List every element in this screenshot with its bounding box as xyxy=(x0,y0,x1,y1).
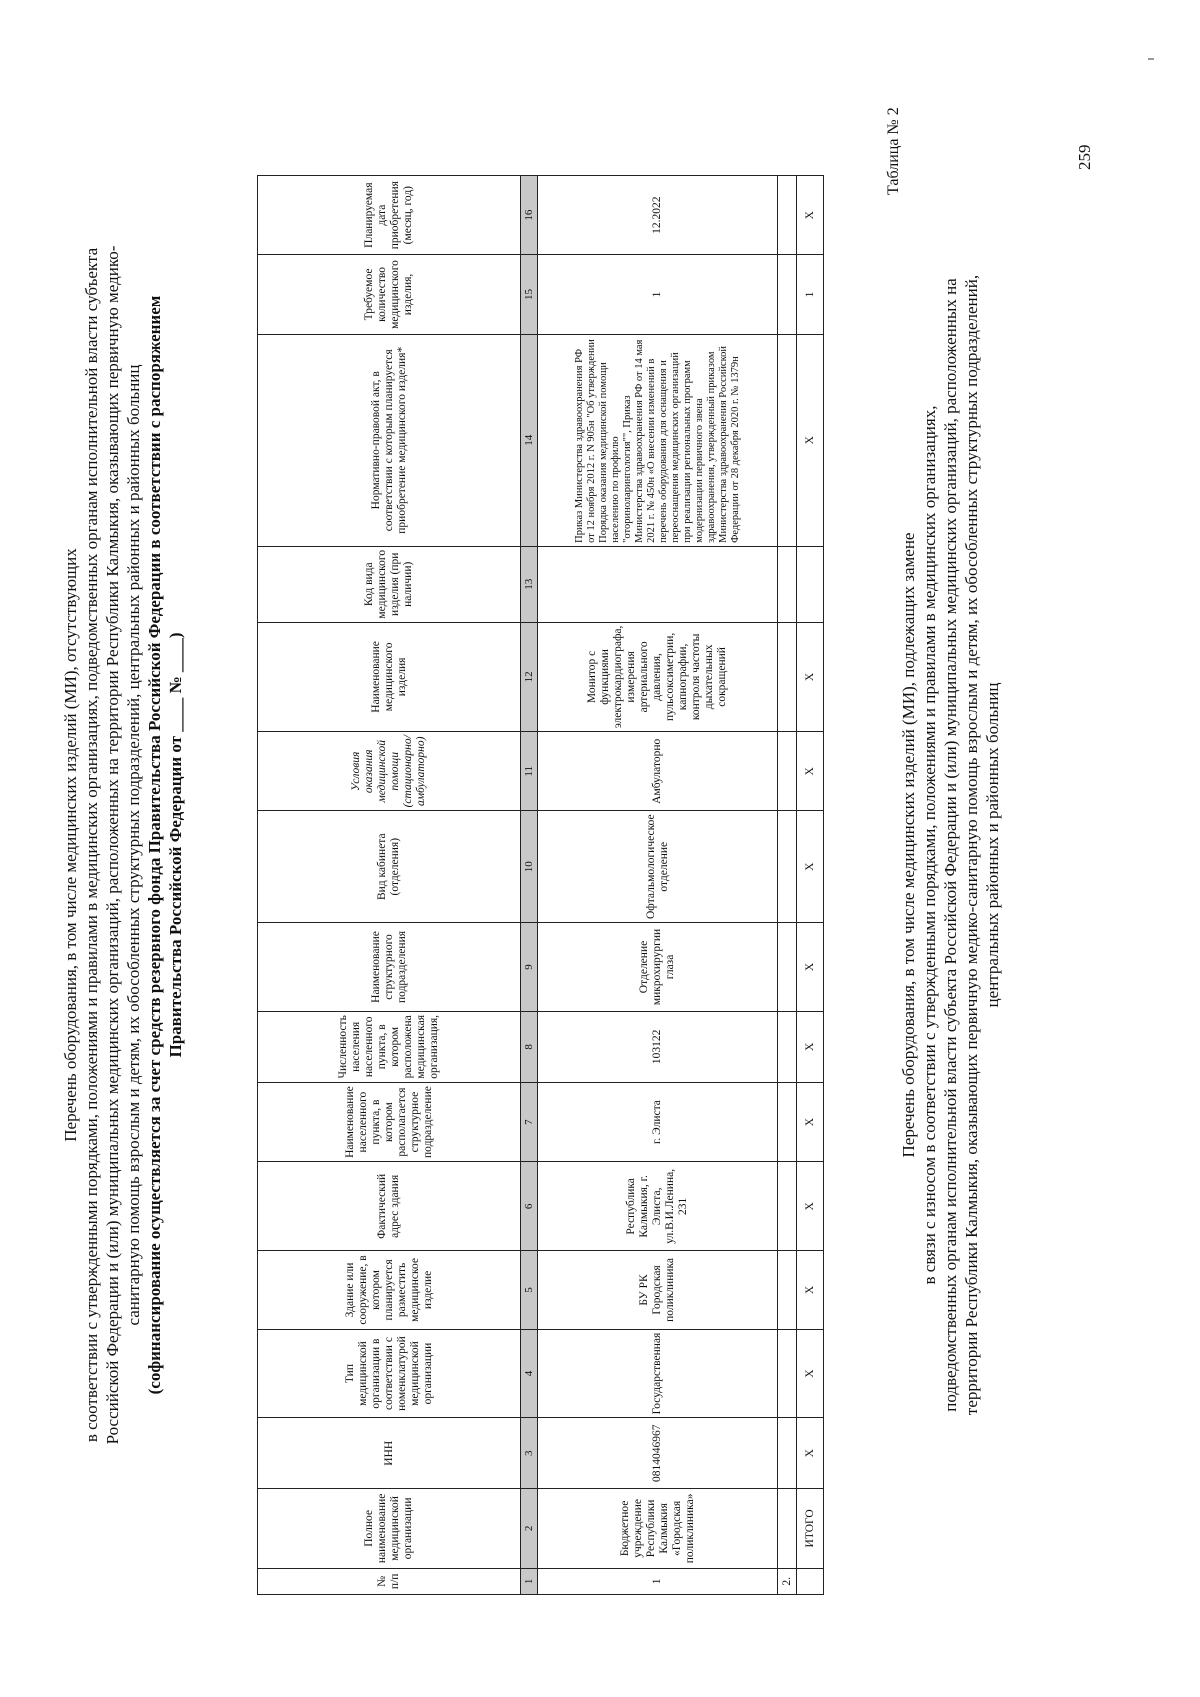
header-cell: Тип медицинской организации в соответствии с номенклатурой медицинской организации xyxy=(258,1329,521,1418)
column-number: 9 xyxy=(521,923,538,1012)
header-cell: Вид кабинета (отделения) xyxy=(258,811,521,923)
cell-locality: г. Элиста xyxy=(538,1082,778,1162)
column-number: 5 xyxy=(521,1251,538,1330)
cell-number: 1 xyxy=(538,1568,778,1594)
total-cell: Х xyxy=(797,1251,824,1330)
total-cell: Х xyxy=(797,811,824,923)
header-cell: Код вида медицинского изделия (при наличии) xyxy=(258,546,521,622)
header-cell: Наименование населенного пункта, в котором располагается структурное подразделение xyxy=(258,1082,521,1162)
second-title-line-4: территории Республики Калмыкия, оказывающих первичную медико-санитарную помощь взрослым и детям, их обособленных структурных подразделений, xyxy=(962,274,981,1416)
total-cell: Х xyxy=(797,1418,824,1489)
cell-building: БУ РК Городская поликлиника xyxy=(538,1251,778,1330)
total-cell: Х xyxy=(797,622,824,732)
title-line-3: Российской Федерации и (или) муниципальных медицинских организаций, расположенных на территории Республики Калмыкия, оказывающих первичную медико- xyxy=(103,245,122,1445)
second-title-line-5: центральных районных и районных больниц xyxy=(983,682,1002,1008)
cell-conditions: Амбулаторно xyxy=(538,732,778,811)
header-cell: Условия оказания медицинской помощи (стационарно/амбулаторно) xyxy=(258,732,521,811)
column-number: 4 xyxy=(521,1329,538,1418)
second-title xyxy=(898,80,1003,1610)
column-number: 14 xyxy=(521,334,538,546)
cell-device-code xyxy=(538,546,778,622)
cell-inn: 0814046967 xyxy=(538,1418,778,1489)
column-number: 13 xyxy=(521,546,538,622)
cell-org-type: Государственная xyxy=(538,1329,778,1418)
cell-address: Республика Калмыкия, г. Элиста, ул.В.И.Ленина, 231 xyxy=(538,1162,778,1251)
cell-quantity: 1 xyxy=(538,255,778,334)
table-2-label: Таблица № 2 xyxy=(885,107,902,195)
total-cell: Х xyxy=(797,732,824,811)
cell-org-name: Бюджетное учреждение Республики Калмыкия «Городская поликлиника» xyxy=(538,1489,778,1568)
second-title-line-1: Перечень оборудования, в том числе медицинских изделий (МИ), подлежащих замене xyxy=(899,532,918,1158)
total-cell xyxy=(797,546,824,622)
page-number: 259 xyxy=(1075,144,1094,170)
column-number: 12 xyxy=(521,622,538,732)
column-number: 10 xyxy=(521,811,538,923)
rotated-page xyxy=(40,40,1170,1650)
title-line-6: Правительства Российской Федерации от ____ № ____) xyxy=(166,632,185,1058)
column-number: 11 xyxy=(521,732,538,811)
title-line-2: в соответствии с утвержденными порядками, положениями и правилами в медицинских организациях, подведомственных органам исполнительной власти субъекта xyxy=(82,247,101,1443)
header-cell: Численность населения населенного пункта, в котором расположена медицинская организация, xyxy=(258,1011,521,1082)
table-header-row xyxy=(258,176,521,1595)
total-cell: Х xyxy=(797,1162,824,1251)
header-cell: № п/п xyxy=(258,1568,521,1594)
header-cell: Планируемая дата приобретения (месяц, год) xyxy=(258,176,521,255)
header-cell: ИНН xyxy=(258,1418,521,1489)
header-cell: Полное наименование медицинской организации xyxy=(258,1489,521,1568)
cell-date: 12.2022 xyxy=(538,176,778,255)
header-cell: Фактический адрес здания xyxy=(258,1162,521,1251)
column-number: 2 xyxy=(521,1489,538,1568)
column-number: 3 xyxy=(521,1418,538,1489)
column-number: 7 xyxy=(521,1082,538,1162)
header-cell: Здание или сооружение, в котором планируется разместить медицинское изделие xyxy=(258,1251,521,1330)
cell-department: Отделение микрохирургии глаза xyxy=(538,923,778,1012)
table-row xyxy=(778,176,797,1595)
title-line-1: Перечень оборудования, в том числе медицинских изделий (МИ), отсутствующих xyxy=(61,548,80,1142)
total-cell: Х xyxy=(797,334,824,546)
header-cell: Наименование структурного подразделения xyxy=(258,923,521,1012)
second-title-line-2: в связи с износом в соответствии с утвержденными порядками, положениями и правилами в медицинских организациях, xyxy=(920,405,939,1285)
title-line-5: (софинансирование осуществляется за счет средств резервного фонда Правительства Российской Федерации в соответствии с распоряжением xyxy=(145,295,164,1395)
total-row xyxy=(797,176,824,1595)
table-row xyxy=(538,176,778,1595)
cell-office-type: Офтальмологическое отделение xyxy=(538,811,778,923)
second-title-line-3: подведомственных органам исполнительной власти субъекта Российской Федерации и (или) муниципальных медицинских организаций, расположенных на xyxy=(941,278,960,1412)
column-number-row xyxy=(521,176,538,1595)
document-title xyxy=(60,80,186,1610)
total-cell: Х xyxy=(797,176,824,255)
header-cell: Нормативно-правовой акт, в соответствии с которым планируется приобретение медицинского изделия* xyxy=(258,334,521,546)
total-cell: Х xyxy=(797,1011,824,1082)
total-cell: 1 xyxy=(797,255,824,334)
cell-number: 2. xyxy=(778,1568,797,1594)
column-number: 1 xyxy=(521,1568,538,1594)
total-cell: Х xyxy=(797,1082,824,1162)
total-cell: Х xyxy=(797,923,824,1012)
scan-mark xyxy=(1148,58,1154,60)
cell-device-name: Монитор с функциями электрокардиографа, измерения артериального давления, пульсоксиметрии, капнографии, контроля частоты дыхательных сокращений xyxy=(538,622,778,732)
equipment-table xyxy=(257,175,824,1595)
header-cell: Наименование медицинского изделия xyxy=(258,622,521,732)
header-cell: Требуемое количество медицинского изделия, xyxy=(258,255,521,334)
column-number: 15 xyxy=(521,255,538,334)
column-number: 6 xyxy=(521,1162,538,1251)
cell-legal-act: Приказ Министерства здравоохранения РФ от 12 ноября 2012 г. N 905н "Об утверждении Порядка оказания медицинской помощи населению по профилю "оториноларингология"", Приказ Министерства здравоохранения РФ от 14 мая 2021 г. № 450н «О внесении изменений в перечень оборудования для оснащения и переоснащения медицинских организаций при реализации региональных программ модернизации первичного звена здравоохранения, утвержденный приказом Министерства здравоохранения Российской Федерации от 28 декабря 2020 г. № 1379н xyxy=(538,334,778,546)
title-line-4: санитарную помощь взрослым и детям, их обособленных структурных подразделений, центральных районных и районных больниц xyxy=(124,364,143,1326)
total-cell: Х xyxy=(797,1329,824,1418)
total-label: ИТОГО xyxy=(797,1489,824,1568)
cell-population: 103122 xyxy=(538,1011,778,1082)
column-number: 8 xyxy=(521,1011,538,1082)
column-number: 16 xyxy=(521,176,538,255)
